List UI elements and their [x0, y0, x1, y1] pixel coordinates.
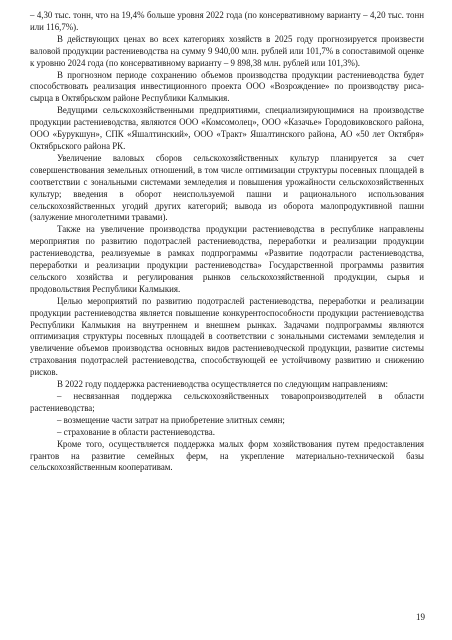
paragraph-subprogram-goal: Целью мероприятий по развитию подотраслей растениеводства, переработки и реализации продукции растениеводства является повышение конкурентоспособности продукции растениеводства Республики Калмыкия на внутреннем и внешнем рынках. Задачами подпрограммы являются оптимизация структуры посевных площадей в соответствии с зональными системами земледелия и увеличение объемов производства основных видов растениеводческой продукции, развитие системы страхования подотраслей растениеводства, способствующей ее устойчивому развитию и снижению рисков.: [30, 295, 424, 378]
list-item-unrelated-support: – несвязанная поддержка сельскохозяйственных товаропроизводителей в области растениеводства;: [30, 391, 424, 413]
paragraph-subprogram: Также на увеличение производства продукции растениеводства в республике направлены мероприятия по развитию подотраслей растениеводства, переработки и реализации продукции растениеводства, реализуемые в рамках подпрограммы «Развитие подотрасли растениеводства, переработки и реализации продукции растениеводства» Государственной программы развития сельского хозяйства и регулирования рынков сельскохозяйственной продукции, сырья и продовольствия Республики Калмыкия.: [30, 224, 424, 294]
paragraph-gross-output: В действующих ценах во всех категориях хозяйств в 2025 году прогнозируется произвести валовой продукции растениеводства на сумму 9 940,00 млн. рублей или 101,7% в сопоставимой оценке к уровню 2024 года (по консервативному варианту – 9 898,38 млн. рублей или 101,3%).: [30, 33, 424, 68]
paragraph-investment-project: В прогнозном периоде сохранению объемов производства продукции растениеводства будет способствовать реализация инвестиционного проекта ООО «Возрождение» по производству риса-сырца в Октябрьском районе Республики Калмыкия.: [30, 69, 424, 104]
paragraph-continuation: – 4,30 тыс. тонн, что на 19,4% больше уровня 2022 года (по консервативному варианту – 4,20 тыс. тонн или 116,7%).: [30, 10, 424, 32]
paragraph-small-farms-support: Кроме того, осуществляется поддержка малых форм хозяйствования путем предоставления грантов на развитие семейных ферм, на укрепление материально-технической базы сельскохозяйственным кооперативам.: [30, 438, 424, 473]
list-item-elite-seeds: – возмещение части затрат на приобретение элитных семян;: [57, 414, 285, 425]
paragraph-support-directions: В 2022 году поддержка растениеводства осуществляется по следующим направлениям:: [57, 379, 389, 390]
paragraph-harvest-increase: Увеличение валовых сборов сельскохозяйственных культур планируется за счет совершенствования земельных отношений, в том числе оптимизации структуры посевных площадей в соответствии с зональными системами земледелия и повышения урожайности сельскохозяйственных культур; введения в оборот неиспользуемой пашни и рационального использования сельскохозяйственных угодий других категорий; вывода из оборота малопродуктивной пашни (залужение многолетними травами).: [30, 152, 424, 223]
page-number: 19: [416, 612, 425, 622]
list-item-insurance: – страхование в области растениеводства.: [57, 426, 215, 437]
document-body: [30, 10, 424, 474]
paragraph-leading-enterprises: Ведущими сельскохозяйственными предприятиями, специализирующимися на производстве продукции растениеводства, являются ООО «Комсомолец», ООО «Казачье» Городовиковского района, ООО «Бурукшун», СПК «Яшалтинский», ООО «Тракт» Яшалтинского района, АО «50 лет Октября» Октябрьского района РК.: [30, 105, 424, 151]
